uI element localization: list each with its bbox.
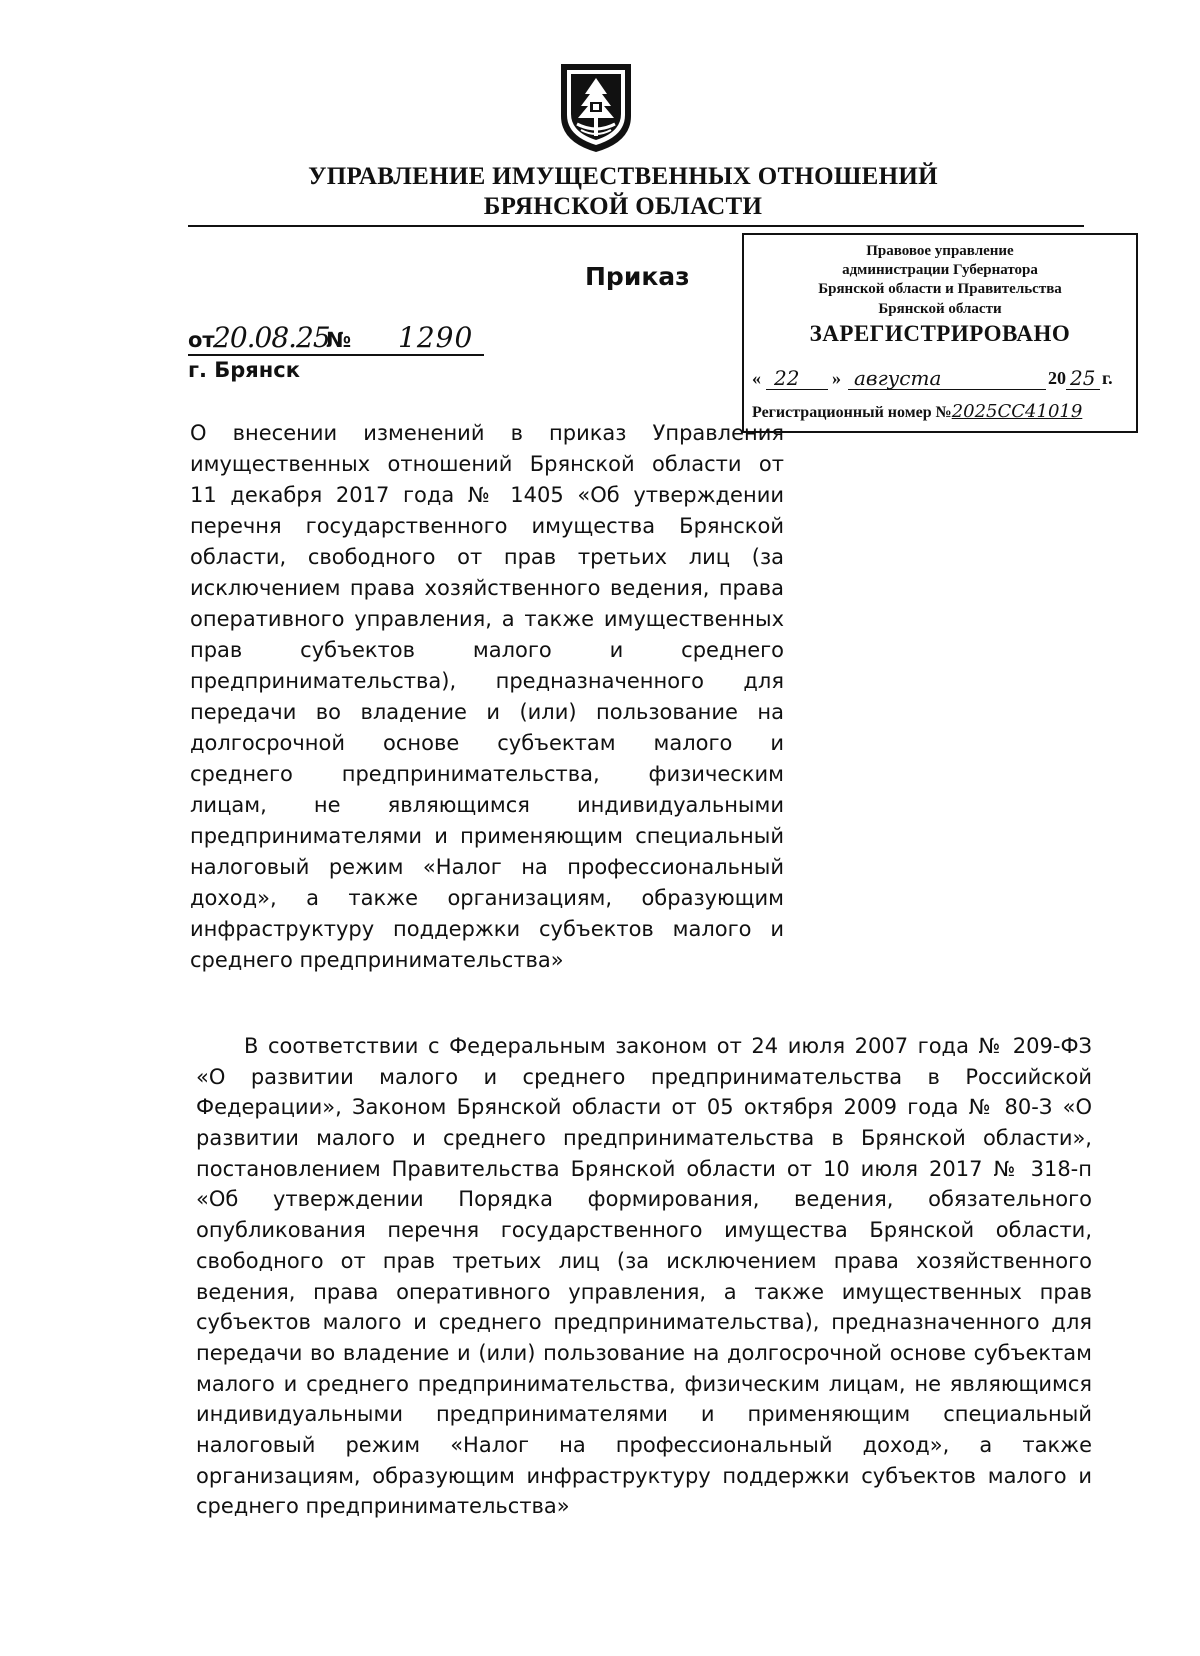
body-line: малого и среднего предпринимательства, физическим лицам, не являющимся bbox=[196, 1371, 1092, 1396]
title-line: инфраструктуру поддержки субъектов малого и bbox=[190, 917, 784, 941]
order-date-number-line bbox=[188, 318, 484, 356]
stamp-reg-number-handwritten: 2025СС41019 bbox=[951, 401, 1083, 422]
organization-name-line1: УПРАВЛЕНИЕ ИМУЩЕСТВЕННЫХ ОТНОШЕНИЙ bbox=[308, 163, 938, 190]
title-line: 11 декабря 2017 года № 1405 «Об утверждении bbox=[190, 483, 784, 507]
title-line: среднего предпринимательства, физическим bbox=[190, 762, 784, 786]
title-line: предпринимательства), предназначенного для bbox=[190, 669, 784, 693]
body-line: опубликования перечня государственного имущества Брянской области, bbox=[196, 1218, 1092, 1243]
order-date-handwritten: 20.08.25 bbox=[213, 321, 330, 354]
stamp-line: администрации Губернатора bbox=[842, 262, 1038, 278]
title-line: О внесении изменений в приказ Управления bbox=[190, 421, 784, 445]
document-type: Приказ bbox=[585, 262, 690, 291]
title-line: перечня государственного имущества Брянской bbox=[190, 514, 784, 538]
title-line: предпринимателями и применяющим специальный bbox=[190, 824, 784, 848]
title-line: налоговый режим «Налог на профессиональный bbox=[190, 855, 784, 879]
order-number-handwritten: 1290 bbox=[398, 321, 474, 354]
body-line: среднего предпринимательства» bbox=[196, 1494, 570, 1519]
stamp-line: Правовое управление bbox=[866, 243, 1014, 259]
title-line: доход», а также организациям, образующим bbox=[190, 886, 784, 910]
stamp-registration-number-line bbox=[752, 401, 1132, 422]
title-line: долгосрочной основе субъектам малого и bbox=[190, 731, 784, 755]
stamp-year-prefix: 20 bbox=[1048, 368, 1066, 388]
stamp-year-underline bbox=[1066, 389, 1100, 390]
order-title bbox=[190, 418, 784, 976]
stamp-quote-open: « bbox=[752, 368, 761, 388]
header-divider bbox=[188, 225, 1084, 227]
registration-stamp bbox=[742, 233, 1138, 433]
stamp-day-underline bbox=[766, 389, 828, 390]
city-name: г. Брянск bbox=[188, 358, 300, 382]
stamp-month-underline bbox=[848, 389, 1046, 390]
body-line: свободного от прав третьих лиц (за исключением права хозяйственного bbox=[196, 1248, 1092, 1273]
body-line: В соответствии с Федеральным законом от 24 июля 2007 года № 209-ФЗ bbox=[244, 1034, 1092, 1058]
body-line: индивидуальными предпринимателями и применяющим специальный bbox=[196, 1402, 1092, 1427]
stamp-month-handwritten: августа bbox=[854, 366, 942, 390]
stamp-registered: ЗАРЕГИСТРИРОВАНО bbox=[809, 321, 1071, 346]
title-line: исключением права хозяйственного ведения, права bbox=[190, 576, 784, 600]
stamp-day-handwritten: 22 bbox=[774, 366, 800, 390]
body-line: передачи во владение и (или) пользование на долгосрочной основе субъектам bbox=[196, 1340, 1092, 1365]
body-line: развитии малого и среднего предпринимательства в Брянской области», bbox=[196, 1126, 1092, 1151]
body-line: субъектов малого и среднего предпринимательства), предназначенного для bbox=[196, 1310, 1092, 1335]
stamp-quote-close: » bbox=[832, 368, 841, 388]
body-line: Федерации», Законом Брянской области от 05 октября 2009 года № 80-З «О bbox=[196, 1095, 1092, 1120]
body-line: ведения, права оперативного управления, а также имущественных прав bbox=[196, 1279, 1092, 1304]
body-line: организациям, образующим инфраструктуру поддержки субъектов малого и bbox=[196, 1463, 1092, 1488]
stamp-year-suffix: г. bbox=[1102, 368, 1113, 388]
stamp-year-handwritten: 25 bbox=[1070, 366, 1096, 390]
body-line: постановлением Правительства Брянской области от 10 июля 2017 № 318-п bbox=[196, 1156, 1092, 1181]
order-body-paragraph bbox=[196, 1031, 1092, 1522]
stamp-line: Брянской области bbox=[878, 301, 1002, 317]
number-prefix: № bbox=[326, 328, 352, 352]
body-line: «О развитии малого и среднего предпринимательства в Российской bbox=[196, 1064, 1092, 1089]
title-line: области, свободного от прав третьих лиц (за bbox=[190, 545, 784, 569]
title-line: передачи во владение и (или) пользование на bbox=[190, 700, 784, 724]
coat-of-arms-icon bbox=[557, 60, 635, 154]
body-line: «Об утверждении Порядка формирования, ведения, обязательного bbox=[196, 1187, 1092, 1212]
date-prefix: от bbox=[188, 328, 215, 352]
title-line: оперативного управления, а также имущественных bbox=[190, 607, 784, 631]
organization-name-line2: БРЯНСКОЙ ОБЛАСТИ bbox=[483, 193, 763, 220]
stamp-line: Брянской области и Правительства bbox=[818, 281, 1062, 297]
title-line: прав субъектов малого и среднего bbox=[190, 638, 784, 662]
title-line: имущественных отношений Брянской области от bbox=[190, 452, 784, 476]
title-line: среднего предпринимательства» bbox=[190, 948, 564, 972]
stamp-date-line bbox=[752, 361, 1132, 391]
stamp-reg-label: Регистрационный номер № bbox=[752, 404, 952, 421]
title-line: лицам, не являющимся индивидуальными bbox=[190, 793, 784, 817]
body-line: налоговый режим «Налог на профессиональный доход», а также bbox=[196, 1432, 1092, 1457]
